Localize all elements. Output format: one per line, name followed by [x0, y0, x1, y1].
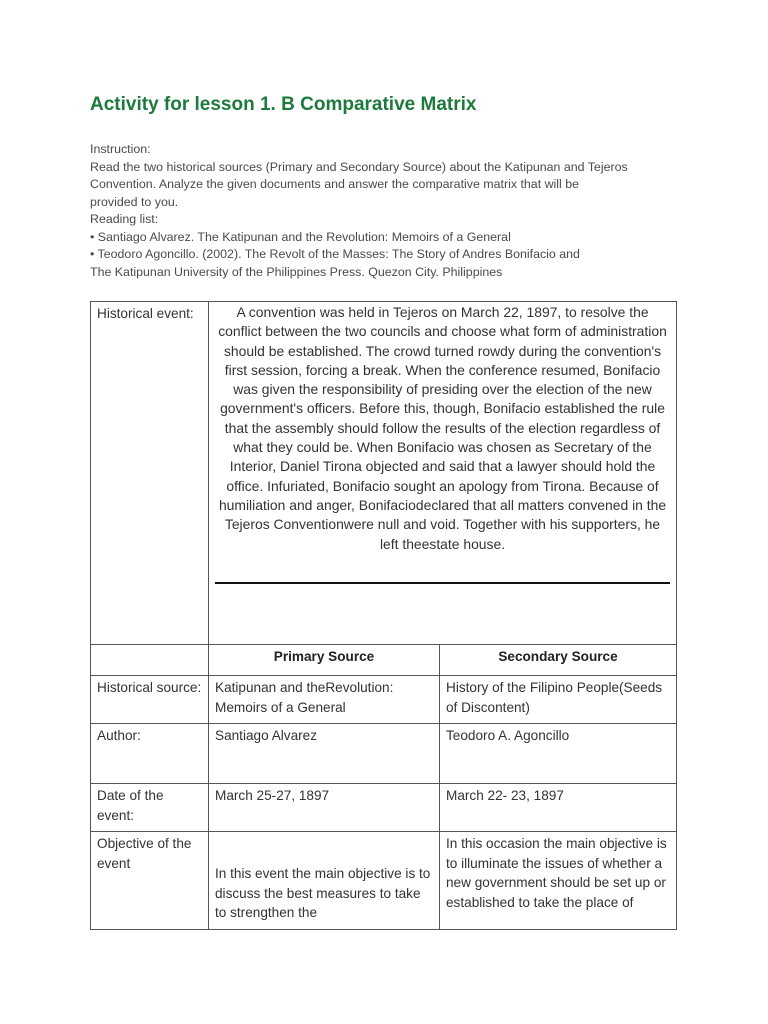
instruction-line: Convention. Analyze the given documents and answer the comparative matrix that will be [90, 177, 580, 191]
reading-list-item: • Teodoro Agoncillo. (2002). The Revolt of the Masses: The Story of Andres Bonifacio and [90, 247, 580, 261]
answer-line [215, 582, 670, 584]
secondary-cell: History of the Filipino People(Seeds of Discontent) [440, 676, 677, 724]
instruction-line: provided to you. [90, 194, 179, 209]
row-label: Objective of the event [91, 832, 209, 930]
row-label: Date of the event: [91, 784, 209, 832]
table-row [91, 676, 677, 724]
primary-cell: In this event the main objective is to discuss the best measures to take to strengthen the [209, 832, 440, 930]
table-row [91, 784, 677, 832]
reading-list-item: • Santiago Alvarez. The Katipunan and the Revolution: Memoirs of a General [90, 229, 511, 244]
instruction-line: Read the two historical sources (Primary and Secondary Source) about the Katipunan and Tejeros [90, 159, 628, 174]
primary-cell: March 25-27, 1897 [209, 784, 440, 832]
page-title: Activity for lesson 1. B Comparative Matrix [90, 94, 477, 115]
instructions-block [90, 141, 690, 281]
primary-cell: Katipunan and theRevolution: Memoirs of a General [209, 676, 440, 724]
primary-cell: Santiago Alvarez [209, 724, 440, 784]
secondary-cell: Teodoro A. Agoncillo [440, 724, 677, 784]
empty-header-cell [91, 645, 209, 676]
row-label: Historical source: [91, 676, 209, 724]
table-row [91, 724, 677, 784]
primary-source-header: Primary Source [209, 645, 440, 676]
row-label: Author: [91, 724, 209, 784]
reading-list-item: The Katipunan University of the Philippines Press. Quezon City. Philippines [90, 264, 503, 279]
secondary-cell: In this occasion the main objective is to illuminate the issues of whether a new government should be set up or established to take the place of [440, 832, 677, 930]
historical-event-row [91, 302, 677, 645]
comparative-matrix-table [90, 301, 677, 930]
reading-list-heading: Reading list: [90, 212, 159, 226]
row-label: Historical event: [91, 302, 209, 645]
historical-event-cell [209, 302, 677, 645]
table-row [91, 832, 677, 930]
secondary-source-header: Secondary Source [440, 645, 677, 676]
instruction-heading: Instruction: [90, 142, 151, 156]
secondary-cell: March 22- 23, 1897 [440, 784, 677, 832]
header-row [91, 645, 677, 676]
historical-event-text: A convention was held in Tejeros on March 22, 1897, to resolve the conflict between the two councils and choose what form of administration should be established. The crowd turned rowdy during the convention's first session, forcing a break. When the conference resumed, Bonifacio was given the responsibility of presiding over the election of the new government's officers. Before this, though, Bonifacio established the rule that the assembly should follow the results of the election regardless of what they could be. When Bonifacio was chosen as Secretary of the Interior, Daniel Tirona objected and said that a lawyer should hold the office. Infuriated, Bonifacio sought an apology from Tirona. Because of humiliation and anger, Bonifaciodeclared that all matters convened in the Tejeros Conventionwere null and void. Together with his supporters, he left theestate house. [218, 304, 667, 552]
